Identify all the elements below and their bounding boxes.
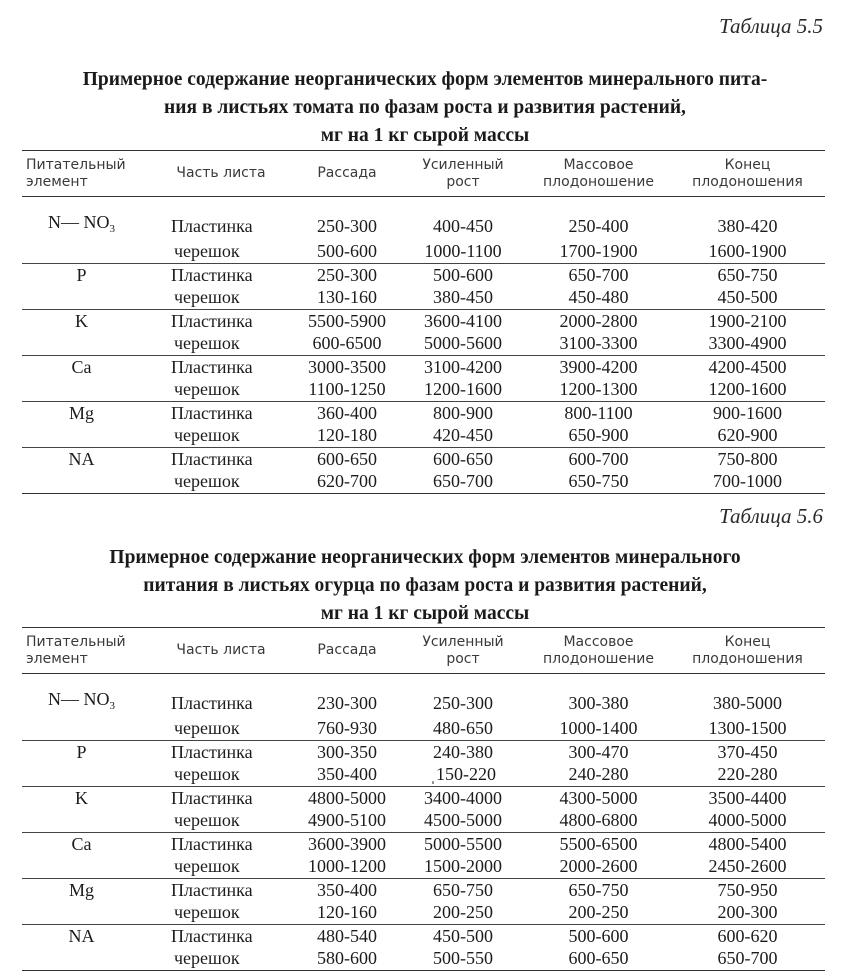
cell-leaf-part: Пластинка bbox=[171, 448, 253, 469]
table-row bbox=[22, 378, 825, 401]
element-cell bbox=[22, 878, 147, 901]
cell-leaf-part: черешок bbox=[147, 332, 295, 355]
element-cell bbox=[22, 447, 147, 470]
element-symbol: Mg bbox=[68, 402, 94, 423]
table-row bbox=[22, 763, 825, 786]
table-row bbox=[22, 901, 825, 924]
header-line: Конец bbox=[724, 156, 771, 173]
table-body bbox=[22, 197, 825, 494]
cell-seedling: 3000-3500 bbox=[308, 356, 386, 377]
cell-leaf-part: Пластинка bbox=[171, 879, 253, 900]
cell-end-fruiting: 2450-2600 bbox=[670, 855, 825, 878]
cell-end-fruiting: 4000-5000 bbox=[670, 809, 825, 832]
cell-end-fruiting: 380-420 bbox=[717, 215, 778, 236]
cell-end-fruiting: 380-5000 bbox=[713, 692, 782, 713]
element-symbol: P bbox=[76, 264, 87, 285]
cell-leaf-part: черешок bbox=[147, 240, 295, 263]
element-cell bbox=[22, 855, 147, 878]
cell-leaf-part: черешок bbox=[147, 947, 295, 970]
cell-end-fruiting: 220-280 bbox=[670, 763, 825, 786]
header-line: плодоношения bbox=[692, 650, 803, 667]
table-row bbox=[22, 832, 825, 855]
cell-end-fruiting: 700-1000 bbox=[670, 470, 825, 493]
cell-seedling: 4800-5000 bbox=[308, 787, 386, 808]
table-row bbox=[22, 447, 825, 470]
element-symbol: K bbox=[75, 787, 88, 808]
table-row bbox=[22, 401, 825, 424]
cell-end-fruiting: 1600-1900 bbox=[670, 240, 825, 263]
cell-leaf-part: черешок bbox=[147, 470, 295, 493]
table-header bbox=[22, 628, 825, 674]
cell-seedling: 350-400 bbox=[317, 879, 377, 900]
cell-mass-fruiting: 3900-4200 bbox=[559, 356, 638, 377]
table-row bbox=[22, 855, 825, 878]
cell-intensive-growth: 3600-4100 bbox=[424, 310, 502, 331]
element-cell bbox=[22, 378, 147, 401]
header-line: Массовое bbox=[563, 633, 634, 650]
cell-leaf-part: черешок bbox=[147, 809, 295, 832]
element-symbol: Ca bbox=[71, 356, 92, 377]
cell-seedling: 250-300 bbox=[317, 215, 377, 236]
cell-seedling: 600-650 bbox=[317, 448, 377, 469]
cell-seedling: 580-600 bbox=[295, 947, 399, 970]
element-symbol: N— NO bbox=[48, 212, 110, 232]
table-number: Таблица 5.6 bbox=[719, 504, 823, 528]
element-cell bbox=[22, 332, 147, 355]
cell-intensive-growth: 500-600 bbox=[433, 264, 493, 285]
cell-intensive-growth: 500-550 bbox=[399, 947, 527, 970]
cell-seedling: 230-300 bbox=[317, 692, 377, 713]
cell-intensive-growth: 1000-1100 bbox=[399, 240, 527, 263]
header-mass-fruiting bbox=[527, 151, 670, 197]
table-row bbox=[22, 924, 825, 947]
table-row bbox=[22, 740, 825, 763]
cell-end-fruiting: 3500-4400 bbox=[708, 787, 787, 808]
cell-intensive-growth: 420-450 bbox=[399, 424, 527, 447]
cell-mass-fruiting: 500-600 bbox=[568, 925, 629, 946]
cell-intensive-growth: 380-450 bbox=[399, 286, 527, 309]
table-row bbox=[22, 424, 825, 447]
element-cell bbox=[22, 901, 147, 924]
element-cell bbox=[22, 470, 147, 493]
table-title bbox=[20, 66, 830, 150]
cell-intensive-growth: 400-450 bbox=[433, 215, 493, 236]
title-line: Примерное содержание неорганических форм элементов минерального bbox=[109, 547, 741, 568]
cell-end-fruiting: 1300-1500 bbox=[670, 717, 825, 740]
cell-intensive-growth: 480-650 bbox=[399, 717, 527, 740]
header-line: Рассада bbox=[317, 642, 377, 658]
cell-intensive-growth: 3100-4200 bbox=[424, 356, 502, 377]
header-line: элемент bbox=[26, 650, 88, 667]
cell-end-fruiting: 620-900 bbox=[670, 424, 825, 447]
cell-seedling: 620-700 bbox=[295, 470, 399, 493]
table-row bbox=[22, 240, 825, 263]
table-row bbox=[22, 674, 825, 718]
table-cucumber bbox=[22, 627, 825, 971]
header-line: элемент bbox=[26, 173, 88, 190]
element-symbol: Ca bbox=[71, 833, 92, 854]
element-cell bbox=[22, 309, 147, 332]
table-row bbox=[22, 717, 825, 740]
title-line: ния в листьях томата по фазам роста и развития растений, bbox=[164, 97, 686, 118]
cell-mass-fruiting: 650-900 bbox=[527, 424, 670, 447]
header-line: Часть листа bbox=[176, 165, 266, 181]
cell-end-fruiting: 750-800 bbox=[717, 448, 778, 469]
cell-intensive-growth: 240-380 bbox=[433, 741, 493, 762]
element-cell bbox=[22, 832, 147, 855]
element-subscript: 3 bbox=[109, 223, 115, 235]
element-cell bbox=[22, 424, 147, 447]
header-line: Питательный bbox=[26, 156, 126, 173]
cell-leaf-part: черешок bbox=[147, 424, 295, 447]
table-row bbox=[22, 332, 825, 355]
cell-mass-fruiting: 4800-6800 bbox=[527, 809, 670, 832]
table-title bbox=[20, 544, 830, 628]
element-cell bbox=[22, 240, 147, 263]
cell-mass-fruiting: 3100-3300 bbox=[527, 332, 670, 355]
cell-end-fruiting: 4200-4500 bbox=[708, 356, 787, 377]
element-subscript: 3 bbox=[109, 700, 115, 712]
header-seedling bbox=[295, 151, 399, 197]
element-cell bbox=[22, 263, 147, 286]
table-header bbox=[22, 151, 825, 197]
cell-leaf-part: черешок bbox=[147, 855, 295, 878]
element-symbol: P bbox=[76, 741, 87, 762]
title-line: Примерное содержание неорганических форм элементов минерального пита- bbox=[82, 69, 768, 90]
header-row bbox=[22, 151, 825, 197]
header-end-fruiting bbox=[670, 151, 825, 197]
element-symbol: N— NO bbox=[48, 689, 110, 709]
cell-mass-fruiting: 300-380 bbox=[568, 692, 629, 713]
cell-leaf-part: Пластинка bbox=[171, 741, 253, 762]
cell-seedling: 480-540 bbox=[317, 925, 377, 946]
element-cell bbox=[22, 947, 147, 970]
cell-intensive-growth: 650-750 bbox=[433, 879, 493, 900]
cell-leaf-part: Пластинка bbox=[171, 310, 253, 331]
cell-seedling: 120-180 bbox=[295, 424, 399, 447]
element-cell bbox=[22, 786, 147, 809]
cell-seedling: 4900-5100 bbox=[295, 809, 399, 832]
title-line: мг на 1 кг сырой массы bbox=[320, 125, 530, 146]
header-line: Усиленный bbox=[422, 633, 504, 650]
header-mass-fruiting bbox=[527, 628, 670, 674]
cell-seedling: 5500-5900 bbox=[308, 310, 386, 331]
element-cell bbox=[22, 924, 147, 947]
header-leaf-part bbox=[147, 628, 295, 674]
cell-intensive-growth: 5000-5500 bbox=[424, 833, 502, 854]
cell-seedling: 600-6500 bbox=[295, 332, 399, 355]
element-cell bbox=[22, 740, 147, 763]
cell-intensive-growth: 250-300 bbox=[433, 692, 493, 713]
cell-leaf-part: Пластинка bbox=[171, 264, 253, 285]
header-nutrient-element bbox=[22, 628, 147, 674]
cell-mass-fruiting: 2000-2600 bbox=[527, 855, 670, 878]
header-line: плодоношения bbox=[692, 173, 803, 190]
table-row bbox=[22, 286, 825, 309]
table-row bbox=[22, 263, 825, 286]
cell-end-fruiting: 650-700 bbox=[670, 947, 825, 970]
table-tomato bbox=[22, 150, 825, 494]
cell-seedling: 500-600 bbox=[295, 240, 399, 263]
cell-leaf-part: Пластинка bbox=[171, 356, 253, 377]
cell-leaf-part: черешок bbox=[147, 901, 295, 924]
table-row bbox=[22, 470, 825, 493]
cell-mass-fruiting: 650-700 bbox=[568, 264, 629, 285]
cell-mass-fruiting: 800-1100 bbox=[564, 402, 633, 423]
cell-mass-fruiting: 240-280 bbox=[527, 763, 670, 786]
title-line: мг на 1 кг сырой массы bbox=[320, 603, 530, 624]
cell-end-fruiting: 650-750 bbox=[717, 264, 778, 285]
cell-mass-fruiting: 650-750 bbox=[527, 470, 670, 493]
element-symbol: NA bbox=[68, 448, 95, 469]
header-line: Конец bbox=[724, 633, 771, 650]
cell-mass-fruiting: 300-470 bbox=[568, 741, 629, 762]
table-row bbox=[22, 878, 825, 901]
cell-mass-fruiting: 600-650 bbox=[527, 947, 670, 970]
cell-end-fruiting: 900-1600 bbox=[713, 402, 782, 423]
table-row bbox=[22, 355, 825, 378]
cell-leaf-part: черешок bbox=[147, 286, 295, 309]
cell-end-fruiting: 370-450 bbox=[717, 741, 778, 762]
header-seedling bbox=[295, 628, 399, 674]
header-intensive-growth bbox=[399, 151, 527, 197]
cell-end-fruiting: 750-950 bbox=[717, 879, 778, 900]
header-end-fruiting bbox=[670, 628, 825, 674]
header-line: Часть листа bbox=[176, 642, 266, 658]
header-line: рост bbox=[446, 173, 480, 190]
element-cell bbox=[22, 355, 147, 378]
cell-leaf-part: Пластинка bbox=[171, 692, 253, 713]
header-line: плодоношение bbox=[543, 173, 654, 190]
header-row bbox=[22, 628, 825, 674]
cell-mass-fruiting: 250-400 bbox=[568, 215, 629, 236]
table-row bbox=[22, 197, 825, 241]
cell-seedling: 130-160 bbox=[295, 286, 399, 309]
cell-leaf-part: Пластинка bbox=[171, 402, 253, 423]
element-symbol: Mg bbox=[68, 879, 94, 900]
element-cell bbox=[22, 286, 147, 309]
element-cell bbox=[22, 809, 147, 832]
cell-end-fruiting: 1900-2100 bbox=[708, 310, 787, 331]
cell-leaf-part: Пластинка bbox=[171, 833, 253, 854]
header-line: Рассада bbox=[317, 165, 377, 181]
cell-end-fruiting: 450-500 bbox=[670, 286, 825, 309]
header-intensive-growth bbox=[399, 628, 527, 674]
cell-seedling: 1100-1250 bbox=[295, 378, 399, 401]
header-line: плодоношение bbox=[543, 650, 654, 667]
element-cell bbox=[22, 674, 147, 718]
header-line: Массовое bbox=[563, 156, 634, 173]
cell-mass-fruiting: 4300-5000 bbox=[559, 787, 638, 808]
cell-leaf-part: Пластинка bbox=[171, 787, 253, 808]
cell-mass-fruiting: 1200-1300 bbox=[527, 378, 670, 401]
table-row bbox=[22, 947, 825, 970]
table-body bbox=[22, 674, 825, 971]
cell-intensive-growth: 650-700 bbox=[399, 470, 527, 493]
header-leaf-part bbox=[147, 151, 295, 197]
cell-intensive-growth: 800-900 bbox=[433, 402, 493, 423]
cell-leaf-part: Пластинка bbox=[171, 215, 253, 236]
cell-end-fruiting: 3300-4900 bbox=[670, 332, 825, 355]
cell-end-fruiting: 1200-1600 bbox=[670, 378, 825, 401]
cell-mass-fruiting: 1700-1900 bbox=[527, 240, 670, 263]
table-row bbox=[22, 786, 825, 809]
cell-mass-fruiting: 450-480 bbox=[527, 286, 670, 309]
cell-seedling: 250-300 bbox=[317, 264, 377, 285]
header-line: Усиленный bbox=[422, 156, 504, 173]
cell-intensive-growth: 600-650 bbox=[433, 448, 493, 469]
cell-mass-fruiting: 600-700 bbox=[568, 448, 629, 469]
cell-intensive-growth: ˌ150-220 bbox=[399, 763, 527, 786]
element-cell bbox=[22, 197, 147, 241]
cell-leaf-part: черешок bbox=[147, 763, 295, 786]
element-cell bbox=[22, 401, 147, 424]
cell-end-fruiting: 600-620 bbox=[717, 925, 778, 946]
cell-mass-fruiting: 200-250 bbox=[527, 901, 670, 924]
cell-leaf-part: черешок bbox=[147, 717, 295, 740]
header-line: рост bbox=[446, 650, 480, 667]
cell-mass-fruiting: 2000-2800 bbox=[559, 310, 638, 331]
element-symbol: K bbox=[75, 310, 88, 331]
table-number: Таблица 5.5 bbox=[719, 14, 823, 38]
cell-intensive-growth: 3400-4000 bbox=[424, 787, 502, 808]
cell-intensive-growth: 200-250 bbox=[399, 901, 527, 924]
cell-leaf-part: черешок bbox=[147, 378, 295, 401]
cell-intensive-growth: 1500-2000 bbox=[399, 855, 527, 878]
element-symbol: NA bbox=[68, 925, 95, 946]
cell-seedling: 120-160 bbox=[295, 901, 399, 924]
cell-seedling: 760-930 bbox=[295, 717, 399, 740]
cell-intensive-growth: 4500-5000 bbox=[399, 809, 527, 832]
cell-seedling: 3600-3900 bbox=[308, 833, 386, 854]
cell-seedling: 360-400 bbox=[317, 402, 377, 423]
table-row bbox=[22, 309, 825, 332]
header-line: Питательный bbox=[26, 633, 126, 650]
cell-mass-fruiting: 1000-1400 bbox=[527, 717, 670, 740]
cell-mass-fruiting: 5500-6500 bbox=[559, 833, 638, 854]
cell-mass-fruiting: 650-750 bbox=[568, 879, 629, 900]
cell-intensive-growth: 450-500 bbox=[433, 925, 493, 946]
cell-intensive-growth: 1200-1600 bbox=[399, 378, 527, 401]
cell-end-fruiting: 4800-5400 bbox=[708, 833, 787, 854]
cell-seedling: 1000-1200 bbox=[295, 855, 399, 878]
element-cell bbox=[22, 717, 147, 740]
cell-leaf-part: Пластинка bbox=[171, 925, 253, 946]
table-row bbox=[22, 809, 825, 832]
element-cell bbox=[22, 763, 147, 786]
header-nutrient-element bbox=[22, 151, 147, 197]
cell-seedling: 350-400 bbox=[295, 763, 399, 786]
cell-intensive-growth: 5000-5600 bbox=[399, 332, 527, 355]
cell-end-fruiting: 200-300 bbox=[670, 901, 825, 924]
cell-seedling: 300-350 bbox=[317, 741, 377, 762]
title-line: питания в листьях огурца по фазам роста и развития растений, bbox=[143, 575, 707, 596]
